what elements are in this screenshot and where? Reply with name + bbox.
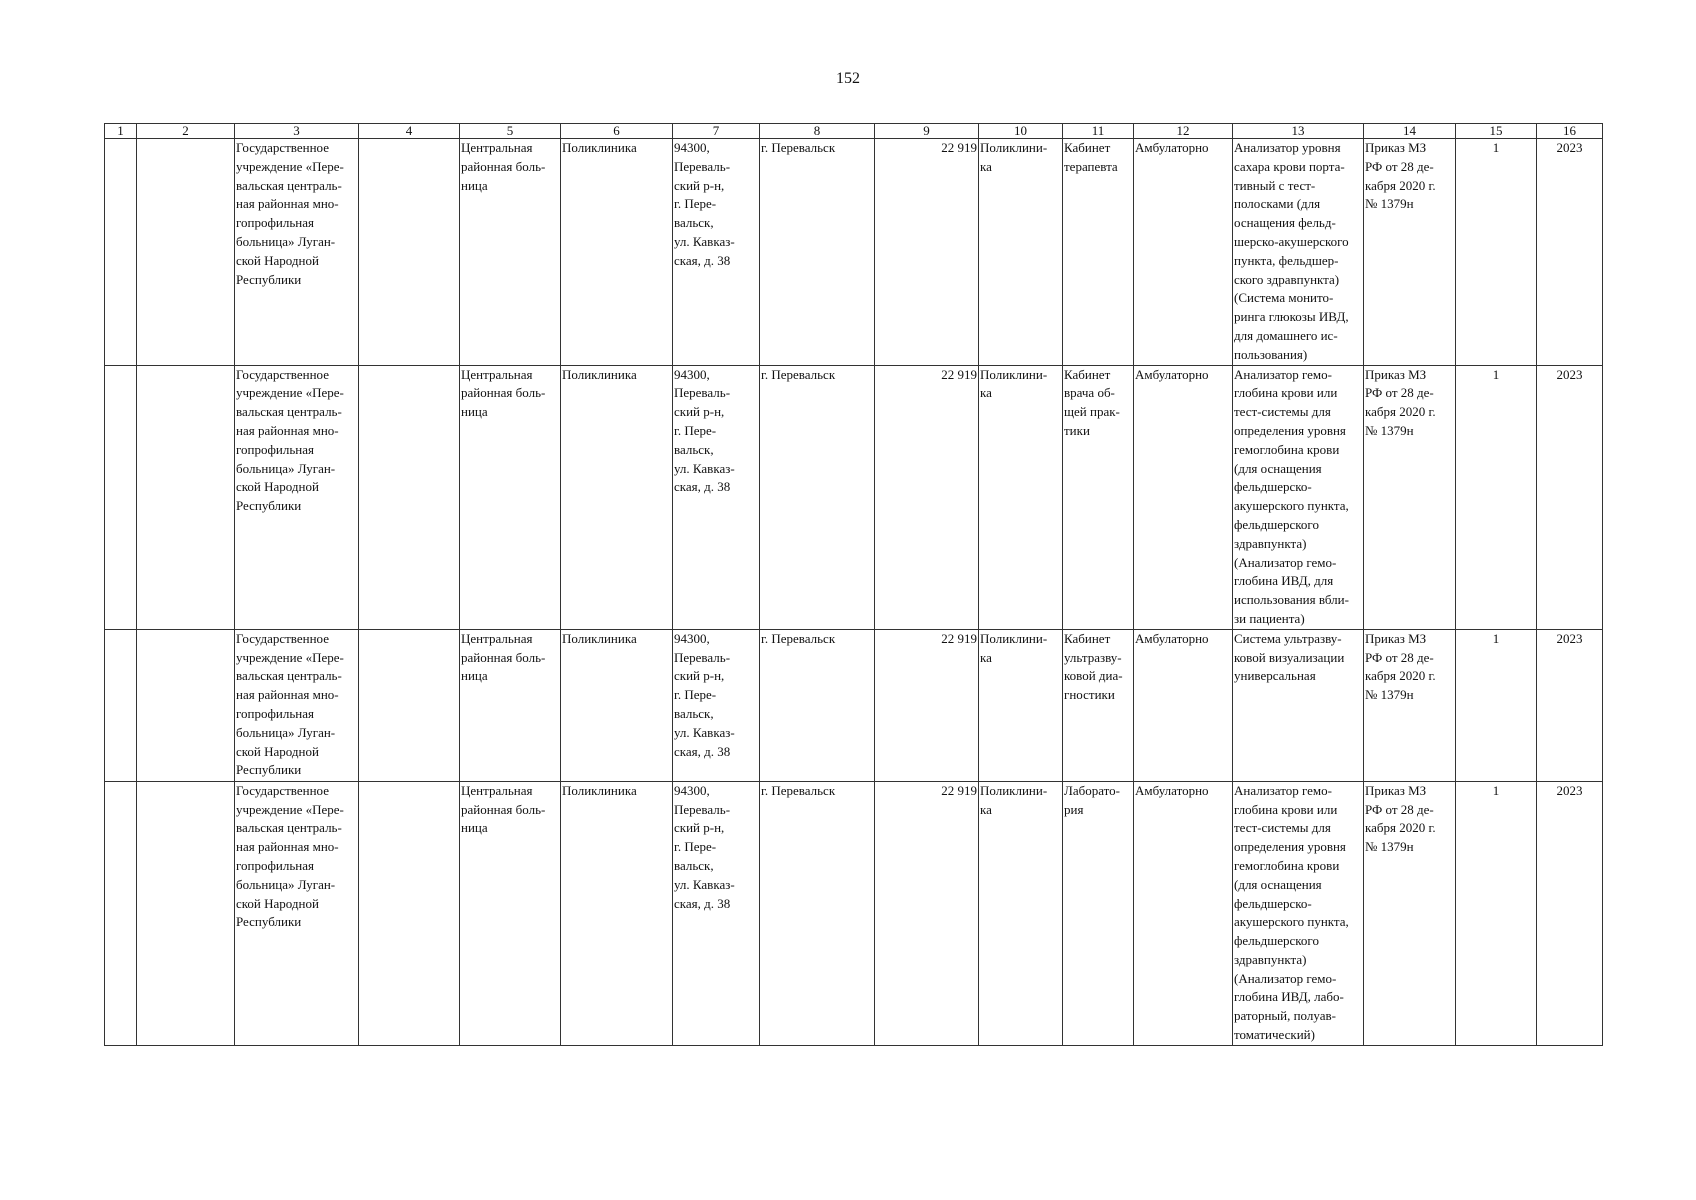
column-header: 10 bbox=[979, 124, 1063, 139]
cell-col-4 bbox=[359, 781, 460, 1045]
cell-care-mode: Амбулаторно bbox=[1134, 139, 1233, 366]
column-header: 3 bbox=[235, 124, 359, 139]
cell-quantity: 1 bbox=[1456, 365, 1537, 629]
cell-city: г. Перевальск bbox=[760, 629, 875, 781]
cell-year: 2023 bbox=[1537, 781, 1603, 1045]
cell-order: Приказ МЗ РФ от 28 де- кабря 2020 г. № 1379н bbox=[1364, 781, 1456, 1045]
cell-col-4 bbox=[359, 365, 460, 629]
cell-unit: Поликлиника bbox=[561, 365, 673, 629]
cell-address: 94300, Переваль- ский р-н, г. Пере- вальск, ул. Кавказ- ская, д. 38 bbox=[673, 365, 760, 629]
cell-room: Кабинет врача об- щей прак- тики bbox=[1063, 365, 1134, 629]
cell-population: 22 919 bbox=[875, 781, 979, 1045]
column-header: 5 bbox=[460, 124, 561, 139]
cell-row-number bbox=[105, 365, 137, 629]
column-header: 12 bbox=[1134, 124, 1233, 139]
table-row bbox=[105, 629, 1603, 781]
cell-hospital-type: Центральная районная боль- ница bbox=[460, 139, 561, 366]
cell-row-number bbox=[105, 139, 137, 366]
cell-equipment: Анализатор гемо- глобина крови или тест-системы для определения уровня гемоглобина крови (для оснащения фельдшерско- акушерского пункта, фельдшерского здравпункта) (Анализатор гемо- глобина ИВД, лабо- раторный, полуав- томатический) bbox=[1233, 781, 1364, 1045]
cell-year: 2023 bbox=[1537, 365, 1603, 629]
cell-care-mode: Амбулаторно bbox=[1134, 629, 1233, 781]
column-header: 14 bbox=[1364, 124, 1456, 139]
cell-city: г. Перевальск bbox=[760, 781, 875, 1045]
cell-col-4 bbox=[359, 629, 460, 781]
cell-hospital-type: Центральная районная боль- ница bbox=[460, 629, 561, 781]
cell-quantity: 1 bbox=[1456, 139, 1537, 366]
cell-address: 94300, Переваль- ский р-н, г. Пере- вальск, ул. Кавказ- ская, д. 38 bbox=[673, 781, 760, 1045]
cell-year: 2023 bbox=[1537, 629, 1603, 781]
table-row bbox=[105, 139, 1603, 366]
cell-room: Лаборато- рия bbox=[1063, 781, 1134, 1045]
cell-equipment: Анализатор гемо- глобина крови или тест-системы для определения уровня гемоглобина крови (для оснащения фельдшерско- акушерского пункта, фельдшерского здравпункта) (Анализатор гемо- глобина ИВД, для использования вбли- зи пациента) bbox=[1233, 365, 1364, 629]
column-header: 15 bbox=[1456, 124, 1537, 139]
cell-institution: Государственное учреждение «Пере- вальская централь- ная районная мно- гопрофильная больница» Луган- ской Народной Республики bbox=[235, 365, 359, 629]
column-header: 9 bbox=[875, 124, 979, 139]
column-header: 1 bbox=[105, 124, 137, 139]
table-row bbox=[105, 781, 1603, 1045]
cell-order: Приказ МЗ РФ от 28 де- кабря 2020 г. № 1379н bbox=[1364, 139, 1456, 366]
cell-city: г. Перевальск bbox=[760, 365, 875, 629]
column-header: 6 bbox=[561, 124, 673, 139]
column-header: 8 bbox=[760, 124, 875, 139]
cell-row-number bbox=[105, 781, 137, 1045]
column-header: 4 bbox=[359, 124, 460, 139]
cell-city: г. Перевальск bbox=[760, 139, 875, 366]
cell-population: 22 919 bbox=[875, 629, 979, 781]
cell-quantity: 1 bbox=[1456, 781, 1537, 1045]
cell-unit: Поликлиника bbox=[561, 139, 673, 366]
cell-unit: Поликлиника bbox=[561, 781, 673, 1045]
column-number-row bbox=[105, 124, 1603, 139]
cell-hospital-type: Центральная районная боль- ница bbox=[460, 781, 561, 1045]
cell-equipment: Система ультразву- ковой визуализации универсальная bbox=[1233, 629, 1364, 781]
cell-order: Приказ МЗ РФ от 28 де- кабря 2020 г. № 1379н bbox=[1364, 629, 1456, 781]
column-header: 7 bbox=[673, 124, 760, 139]
cell-col-2 bbox=[137, 629, 235, 781]
column-header: 16 bbox=[1537, 124, 1603, 139]
cell-institution: Государственное учреждение «Пере- вальская централь- ная районная мно- гопрофильная больница» Луган- ской Народной Республики bbox=[235, 629, 359, 781]
cell-unit: Поликлиника bbox=[561, 629, 673, 781]
cell-quantity: 1 bbox=[1456, 629, 1537, 781]
column-header: 13 bbox=[1233, 124, 1364, 139]
cell-care-mode: Амбулаторно bbox=[1134, 365, 1233, 629]
cell-department: Поликлини- ка bbox=[979, 139, 1063, 366]
cell-col-4 bbox=[359, 139, 460, 366]
page-number: 152 bbox=[836, 70, 860, 87]
cell-col-2 bbox=[137, 781, 235, 1045]
cell-department: Поликлини- ка bbox=[979, 781, 1063, 1045]
table-row bbox=[105, 365, 1603, 629]
cell-room: Кабинет терапевта bbox=[1063, 139, 1134, 366]
equipment-registry-table bbox=[104, 123, 1603, 1046]
cell-year: 2023 bbox=[1537, 139, 1603, 366]
cell-department: Поликлини- ка bbox=[979, 629, 1063, 781]
column-header: 2 bbox=[137, 124, 235, 139]
cell-hospital-type: Центральная районная боль- ница bbox=[460, 365, 561, 629]
cell-population: 22 919 bbox=[875, 139, 979, 366]
cell-equipment: Анализатор уровня сахара крови порта- тивный с тест- полосками (для оснащения фельд- шерско-акушерского пункта, фельдшер- ского здравпункта) (Система монито- ринга глюкозы ИВД, для домашнего ис- пользования) bbox=[1233, 139, 1364, 366]
cell-col-2 bbox=[137, 139, 235, 366]
cell-care-mode: Амбулаторно bbox=[1134, 781, 1233, 1045]
cell-address: 94300, Переваль- ский р-н, г. Пере- вальск, ул. Кавказ- ская, д. 38 bbox=[673, 629, 760, 781]
cell-row-number bbox=[105, 629, 137, 781]
cell-order: Приказ МЗ РФ от 28 де- кабря 2020 г. № 1379н bbox=[1364, 365, 1456, 629]
cell-room: Кабинет ультразву- ковой диа- гностики bbox=[1063, 629, 1134, 781]
cell-department: Поликлини- ка bbox=[979, 365, 1063, 629]
cell-address: 94300, Переваль- ский р-н, г. Пере- вальск, ул. Кавказ- ская, д. 38 bbox=[673, 139, 760, 366]
column-header: 11 bbox=[1063, 124, 1134, 139]
cell-population: 22 919 bbox=[875, 365, 979, 629]
cell-institution: Государственное учреждение «Пере- вальская централь- ная районная мно- гопрофильная больница» Луган- ской Народной Республики bbox=[235, 781, 359, 1045]
cell-col-2 bbox=[137, 365, 235, 629]
cell-institution: Государственное учреждение «Пере- вальская централь- ная районная мно- гопрофильная больница» Луган- ской Народной Республики bbox=[235, 139, 359, 366]
